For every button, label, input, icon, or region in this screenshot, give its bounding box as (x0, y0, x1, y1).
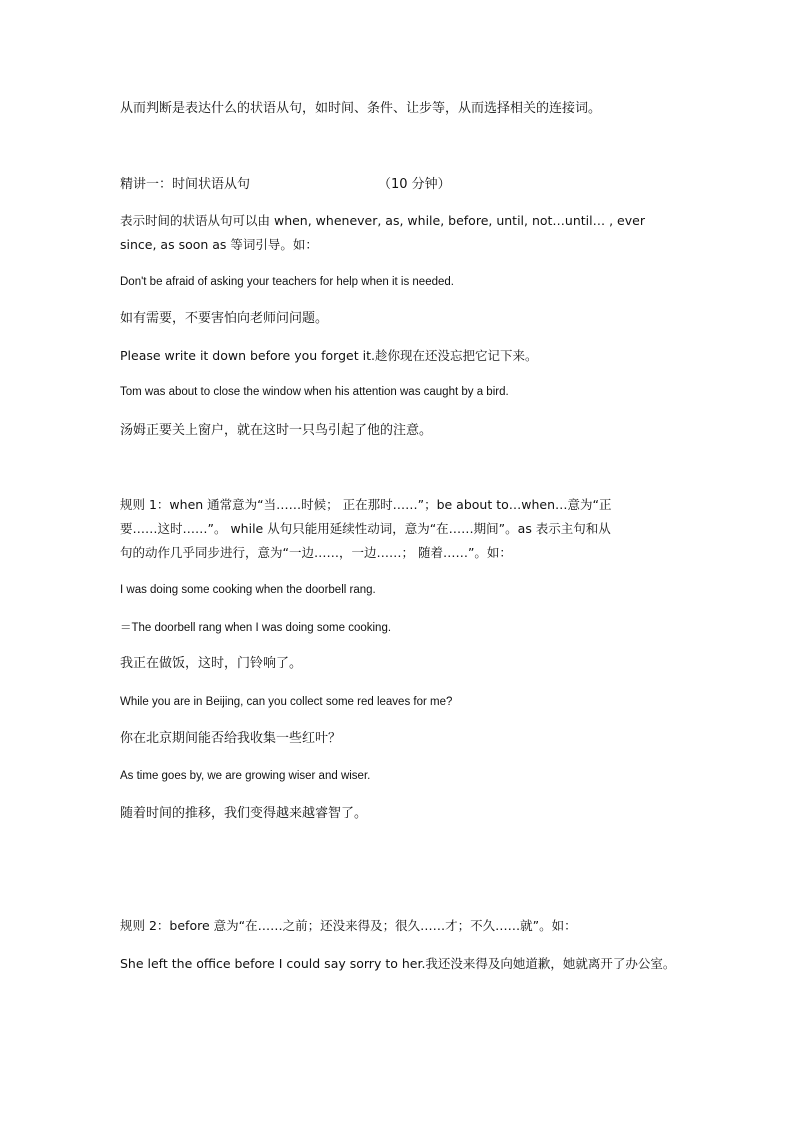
example-3-english: Tom was about to close the window when his attention was caught by a bird. (120, 386, 509, 398)
rule-1-example-3-english: As time goes by, we are growing wiser and wiser. (120, 770, 371, 782)
rule-1-line-3: 句的动作几乎同步进行，意为“一边……，一边……； 随着……”。如： (120, 545, 512, 560)
rule-1-line-2: 要……这时……”。 while 从句只能用延续性动词，意为“在……期间”。as 表示主句和从 (120, 521, 611, 536)
rule-1-example-2-english: While you are in Beijing, can you collect some red leaves for me? (120, 696, 453, 708)
rule-1-example-1-chinese: 我正在做饭，这时，门铃响了。 (120, 656, 303, 671)
example-1-english: Don't be afraid of asking your teachers for help when it is needed. (120, 276, 454, 288)
example-2: Please write it down before you forget it.趁你现在还没忘把它记下来。 (120, 348, 538, 363)
rule-2-line-1: 规则 2：before 意为“在……之前；还没来得及；很久……才；不久……就”。如： (120, 918, 577, 933)
section-time: （10 分钟） (378, 177, 451, 192)
overview-line-1: 表示时间的状语从句可以由 when, whenever, as, while, before, until, not…until… , ever (120, 213, 645, 228)
rule-2-example-1: She left the office before I could say sorry to her.我还没来得及向她道歉，她就离开了办公室。 (120, 956, 676, 971)
intro-text: 从而判断是表达什么的状语从句，如时间、条件、让步等，从而选择相关的连接词。 (120, 101, 602, 116)
section-heading: 精讲一：时间状语从句 (120, 177, 251, 192)
rule-1-example-2-chinese: 你在北京期间能否给我收集一些红叶？ (120, 731, 342, 746)
rule-1-example-3-chinese: 随着时间的推移，我们变得越来越睿智了。 (120, 806, 368, 821)
example-3-chinese: 汤姆正要关上窗户，就在这时一只鸟引起了他的注意。 (120, 423, 433, 438)
rule-1-example-1-english: I was doing some cooking when the doorbell rang. (120, 584, 376, 596)
overview-line-2: since, as soon as 等词引导。如： (120, 237, 318, 252)
example-1-chinese: 如有需要，不要害怕向老师问问题。 (120, 311, 329, 326)
rule-1-line-1: 规则 1：when 通常意为“当……时候； 正在那时……”；be about to…when…意为“正 (120, 497, 612, 512)
rule-1-example-1-equivalent: ＝The doorbell rang when I was doing some cooking. (120, 622, 392, 634)
